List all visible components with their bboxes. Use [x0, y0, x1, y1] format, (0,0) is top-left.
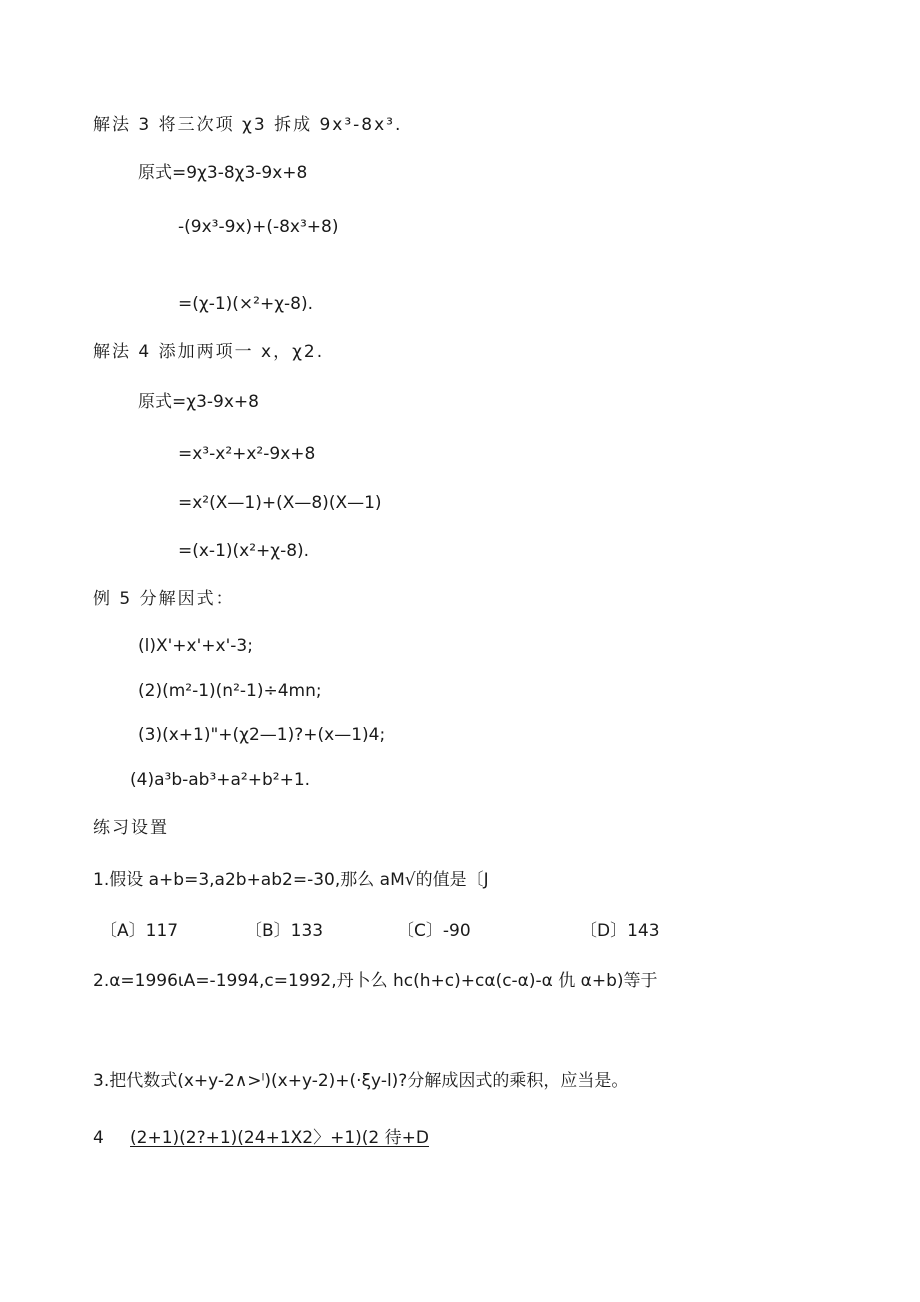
method4-line4: =(x-1)(x²+χ-8). — [178, 541, 310, 561]
choice-a: 〔A〕117 — [100, 921, 179, 941]
method4-line3: =x²(X—1)+(X—8)(X—1) — [178, 493, 382, 513]
example5-item: (l)X'+x'+x'-3; — [138, 636, 253, 656]
practice-question-4-expression: (2+1)(2?+1)(24+1X2〉+1)(2 待+D — [130, 1128, 429, 1148]
practice-question-4-number: 4 — [93, 1128, 104, 1148]
method4-title: 解法 4 添加两项一 x，χ2. — [93, 342, 325, 362]
example5-item: (3)(x+1)"+(χ2—1)?+(x—1)4; — [138, 725, 386, 745]
method4-line1: 原式=χ3-9x+8 — [138, 392, 259, 412]
method3-line2: -(9x³-9x)+(-8x³+8) — [178, 217, 339, 237]
example5-item: (2)(m²-1)(n²-1)÷4mn; — [138, 681, 322, 701]
practice-question-3: 3.把代数式(x+y-2∧>ˡ)(x+y-2)+(·ξy-l)?分解成因式的乘积，应当是。 — [93, 1071, 629, 1091]
example5-item: (4)a³b-ab³+a²+b²+1. — [130, 770, 311, 790]
choice-d: 〔D〕143 — [580, 921, 660, 941]
example5-title: 例 5 分解因式： — [93, 589, 235, 609]
method3-title: 解法 3 将三次项 χ3 拆成 9x³-8x³. — [93, 115, 403, 135]
choice-c: 〔C〕-90 — [397, 921, 471, 941]
practice-title: 练习设置 — [93, 818, 169, 838]
method4-line2: =x³-x²+x²-9x+8 — [178, 444, 316, 464]
practice-question-1: 1.假设 a+b=3,a2b+ab2=-30,那么 aM√的值是〔J — [93, 870, 489, 890]
practice-question-2: 2.α=1996ιA=-1994,c=1992,丹卜么 hc(h+c)+cα(c-α)-α 仇 α+b)等于 — [93, 971, 658, 991]
method3-line3: =(χ-1)(×²+χ-8). — [178, 294, 314, 314]
choice-b: 〔B〕133 — [245, 921, 324, 941]
method3-line1: 原式=9χ3-8χ3-9x+8 — [138, 163, 308, 183]
